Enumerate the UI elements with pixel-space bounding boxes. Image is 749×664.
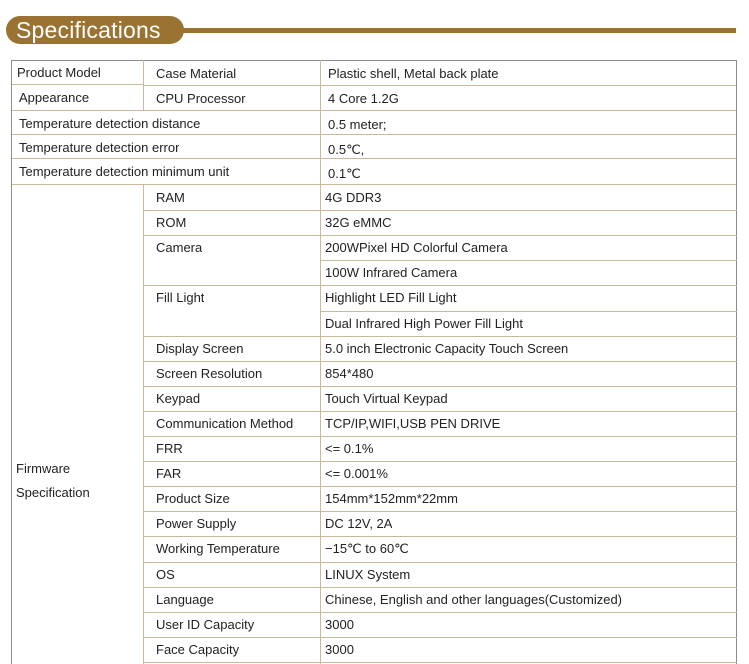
label-temp-distance: Temperature detection distance xyxy=(19,116,201,131)
firmware-row-label: Display Screen xyxy=(156,341,244,356)
label-temp-error: Temperature detection error xyxy=(19,140,180,155)
row-divider xyxy=(143,662,737,663)
row-divider xyxy=(143,210,737,211)
column-divider xyxy=(143,60,144,110)
firmware-row-label: Camera xyxy=(156,240,203,255)
row-divider xyxy=(11,84,143,85)
row-divider xyxy=(143,411,737,412)
row-divider xyxy=(11,110,737,111)
sub-row-divider xyxy=(320,311,737,312)
firmware-row-value: Dual Infrared High Power Fill Light xyxy=(325,316,523,331)
value-temp-distance: 0.5 meter; xyxy=(328,117,387,132)
firmware-row-label: User ID Capacity xyxy=(156,617,255,632)
firmware-label-line2: Specification xyxy=(16,485,90,500)
firmware-row-value: DC 12V, 2A xyxy=(325,516,393,531)
label-temp-min-unit: Temperature detection minimum unit xyxy=(19,164,230,179)
firmware-row-value: Highlight LED Fill Light xyxy=(325,290,457,305)
row-divider xyxy=(143,612,737,613)
row-divider xyxy=(11,184,737,185)
label-cpu-processor: CPU Processor xyxy=(156,91,246,106)
firmware-row-value: <= 0.1% xyxy=(325,441,374,456)
row-divider xyxy=(143,637,737,638)
firmware-row-value: <= 0.001% xyxy=(325,466,388,481)
firmware-row-label: Keypad xyxy=(156,391,201,406)
firmware-label-line1: Firmware xyxy=(16,461,71,476)
row-divider xyxy=(143,587,737,588)
value-temp-min-unit: 0.1℃ xyxy=(328,166,361,181)
row-divider xyxy=(143,235,737,236)
firmware-row-label: Face Capacity xyxy=(156,642,240,657)
column-divider xyxy=(320,60,321,664)
firmware-row-label: Fill Light xyxy=(156,290,205,305)
firmware-row-value: 32G eMMC xyxy=(325,215,392,230)
label-appearance: Appearance xyxy=(19,90,90,105)
row-divider xyxy=(143,511,737,512)
row-divider xyxy=(143,386,737,387)
row-divider xyxy=(143,361,737,362)
firmware-row-label: Working Temperature xyxy=(156,541,280,556)
row-divider xyxy=(143,486,737,487)
firmware-row-value: −15℃ to 60℃ xyxy=(325,541,409,556)
row-divider xyxy=(143,436,737,437)
row-divider xyxy=(143,285,737,286)
row-divider xyxy=(143,562,737,563)
firmware-row-label: FAR xyxy=(156,466,182,481)
value-cpu-processor: 4 Core 1.2G xyxy=(328,91,399,106)
table-left-border xyxy=(11,60,12,664)
value-case-material: Plastic shell, Metal back plate xyxy=(328,66,499,81)
label-product-model: Product Model xyxy=(17,65,101,80)
firmware-row-label: Product Size xyxy=(156,491,230,506)
firmware-row-value: 100W Infrared Camera xyxy=(325,265,458,280)
firmware-row-value: TCP/IP,WIFI,USB PEN DRIVE xyxy=(325,416,501,431)
firmware-row-value: 3000 xyxy=(325,642,354,657)
firmware-row-value: 154mm*152mm*22mm xyxy=(325,491,458,506)
firmware-row-label: OS xyxy=(156,567,175,582)
row-divider xyxy=(143,536,737,537)
firmware-row-value: 200WPixel HD Colorful Camera xyxy=(325,240,508,255)
firmware-row-label: Power Supply xyxy=(156,516,237,531)
row-divider xyxy=(143,85,737,86)
label-case-material: Case Material xyxy=(156,66,237,81)
row-divider xyxy=(143,461,737,462)
firmware-row-value: Touch Virtual Keypad xyxy=(325,391,448,406)
firmware-row-value: Chinese, English and other languages(Customized) xyxy=(325,592,623,607)
firmware-row-label: Language xyxy=(156,592,214,607)
row-divider xyxy=(11,134,737,135)
firmware-row-value: 3000 xyxy=(325,617,354,632)
firmware-row-label: Screen Resolution xyxy=(156,366,263,381)
firmware-row-value: LINUX System xyxy=(325,567,411,582)
row-divider xyxy=(11,158,737,159)
firmware-row-value: 4G DDR3 xyxy=(325,190,382,205)
firmware-row-label: FRR xyxy=(156,441,183,456)
section-title: Specifications xyxy=(16,17,161,43)
firmware-row-label: Communication Method xyxy=(156,416,294,431)
value-temp-error: 0.5℃, xyxy=(328,142,365,157)
table-right-border xyxy=(736,60,737,664)
sub-row-divider xyxy=(320,260,737,261)
firmware-row-label: ROM xyxy=(156,215,187,230)
table-top-border xyxy=(11,60,737,61)
firmware-row-label: RAM xyxy=(156,190,185,205)
firmware-row-value: 5.0 inch Electronic Capacity Touch Screen xyxy=(325,341,569,356)
row-divider xyxy=(143,336,737,337)
column-divider xyxy=(143,184,144,664)
firmware-row-value: 854*480 xyxy=(325,366,374,381)
